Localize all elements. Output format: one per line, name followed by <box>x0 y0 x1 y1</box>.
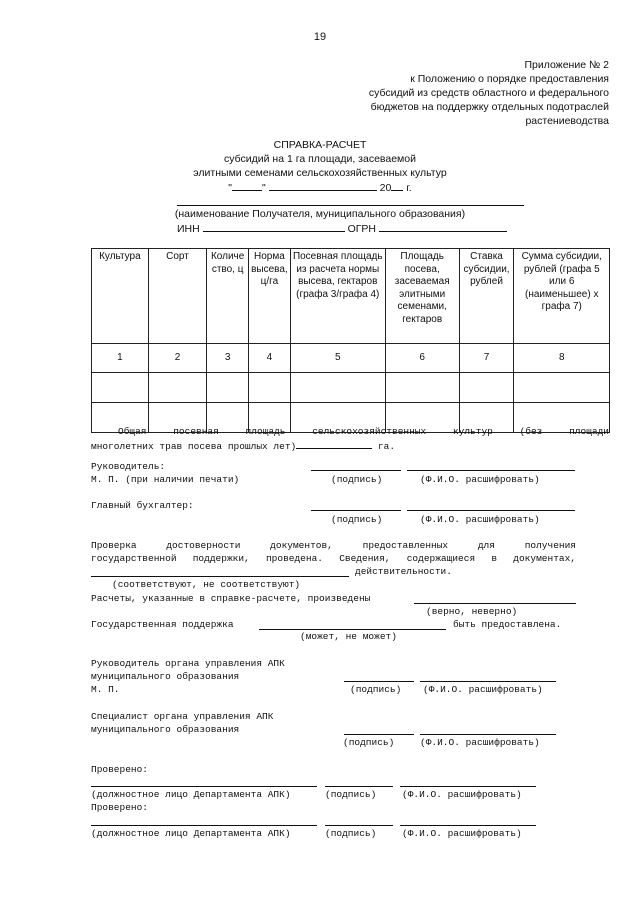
mp-note: М. П. (при наличии печати) <box>91 474 240 485</box>
head-label: Руководитель: <box>91 461 166 472</box>
checked-label: Проверено: <box>91 764 149 775</box>
column-number: 5 <box>290 344 385 373</box>
calc-caption: (верно, неверно) <box>426 606 518 617</box>
support-end: быть предоставлена. <box>453 619 562 630</box>
subsidy-table <box>91 248 610 433</box>
official-caption: (должностное лицо Департамента АПК) <box>91 789 291 800</box>
inn-field[interactable] <box>203 221 345 232</box>
recipient-line[interactable] <box>177 205 524 206</box>
appendix-line: субсидий из средств областного и федерального <box>368 87 609 99</box>
column-header: Сорт <box>148 249 206 344</box>
column-header: Культура <box>92 249 149 344</box>
column-number-row <box>92 344 610 373</box>
table-cell[interactable] <box>207 373 249 403</box>
official-caption: (должностное лицо Департамента АПК) <box>91 828 291 839</box>
official-fio-line[interactable] <box>400 786 536 787</box>
check-caption: (соответствуют, не соответствуют) <box>112 579 301 590</box>
total-area-field[interactable] <box>296 438 372 449</box>
apk-spec-signature-line[interactable] <box>344 734 414 735</box>
signature-caption: (подпись) <box>325 789 377 800</box>
apk-head-signature-line[interactable] <box>344 681 414 682</box>
checked-label: Проверено: <box>91 802 149 813</box>
page-number: 19 <box>313 31 327 43</box>
column-header: Посевная площадь из расчета нормы высева, гектаров (графа 3/графа 4) <box>290 249 385 344</box>
signature-caption: (подпись) <box>331 474 383 485</box>
fio-caption: (Ф.И.О. расшифровать) <box>420 737 540 748</box>
document-subtitle: субсидий на 1 га площади, засеваемой <box>224 153 416 165</box>
apk-head-fio-line[interactable] <box>420 681 556 682</box>
document-subtitle-2: элитными семенами сельскохозяйственных культур <box>193 167 447 179</box>
appendix-line: растениеводства <box>525 115 609 127</box>
table-cell[interactable] <box>92 373 149 403</box>
appendix-header <box>369 58 609 128</box>
column-header: Норма высева, ц/га <box>249 249 291 344</box>
appendix-line: бюджетов на поддержку отдельных подотраслей <box>370 101 609 113</box>
signature-caption: (подпись) <box>325 828 377 839</box>
official-fio-line[interactable] <box>400 825 536 826</box>
inn-label: ИНН <box>177 223 200 235</box>
apk-spec-label-2: муниципального образования <box>91 724 240 735</box>
column-number: 3 <box>207 344 249 373</box>
table-row[interactable] <box>92 373 610 403</box>
chief-accountant-label: Главный бухгалтер: <box>91 500 194 511</box>
inn-ogrn-line <box>177 221 507 235</box>
check-result-line[interactable] <box>91 576 349 577</box>
column-number: 6 <box>385 344 459 373</box>
official-signature-line[interactable] <box>325 786 393 787</box>
accountant-fio-line[interactable] <box>407 510 575 511</box>
signature-caption: (подпись) <box>343 737 395 748</box>
ogrn-field[interactable] <box>379 221 507 232</box>
calc-result-line[interactable] <box>414 603 576 604</box>
appendix-line: Приложение № 2 <box>524 59 609 71</box>
apk-spec-fio-line[interactable] <box>420 734 556 735</box>
accountant-signature-line[interactable] <box>311 510 401 511</box>
official-signature-line[interactable] <box>325 825 393 826</box>
fio-caption: (Ф.И.О. расшифровать) <box>420 514 540 525</box>
column-number: 7 <box>459 344 514 373</box>
fio-caption: (Ф.И.О. расшифровать) <box>402 828 522 839</box>
appendix-line: к Положению о порядке предоставления <box>410 73 609 85</box>
column-number: 4 <box>249 344 291 373</box>
support-caption: (может, не может) <box>300 631 397 642</box>
column-header: Сумма субсидии, рублей (графа 5 или 6 (наименьшее) х графа 7) <box>514 249 610 344</box>
column-header: Ставка субсидии, рублей <box>459 249 514 344</box>
mp-label: М. П. <box>91 684 120 695</box>
column-number: 1 <box>92 344 149 373</box>
apk-spec-label: Специалист органа управления АПК <box>91 711 274 722</box>
recipient-caption: (наименование Получателя, муниципального образования) <box>174 208 466 220</box>
support-text: Государственная поддержка <box>91 619 234 630</box>
table-cell[interactable] <box>249 373 291 403</box>
fio-caption: (Ф.И.О. расшифровать) <box>420 474 540 485</box>
total-area-text-2: многолетних трав посева прошлых лет) га. <box>91 438 395 453</box>
column-number: 8 <box>514 344 610 373</box>
head-fio-line[interactable] <box>407 470 575 471</box>
check-text-2: государственной поддержки, проведена. Сведения, содержащиеся в документах, <box>91 553 576 564</box>
table-cell[interactable] <box>148 373 206 403</box>
total-area-text: Общая посевная площадь сельскохозяйственных культур (без площади <box>118 426 609 437</box>
fio-caption: (Ф.И.О. расшифровать) <box>402 789 522 800</box>
signature-caption: (подпись) <box>331 514 383 525</box>
calc-text: Расчеты, указанные в справке-расчете, произведены <box>91 593 371 604</box>
check-text-1: Проверка достоверности документов, предоставленных для получения <box>91 540 576 551</box>
ogrn-label: ОГРН <box>347 223 377 235</box>
fio-caption: (Ф.И.О. расшифровать) <box>423 684 543 695</box>
date-line: " " 20 г. <box>228 182 412 194</box>
signature-caption: (подпись) <box>350 684 402 695</box>
official-line[interactable] <box>91 786 317 787</box>
table-cell[interactable] <box>514 373 610 403</box>
head-signature-line[interactable] <box>311 470 401 471</box>
table-cell[interactable] <box>290 373 385 403</box>
apk-head-label: Руководитель органа управления АПК <box>91 658 285 669</box>
table-header-row <box>92 249 610 344</box>
column-header: Площадь посева, засеваемая элитными семенами, гектаров <box>385 249 459 344</box>
apk-head-label-2: муниципального образования <box>91 671 240 682</box>
column-number: 2 <box>148 344 206 373</box>
table-cell[interactable] <box>459 373 514 403</box>
document-title: СПРАВКА-РАСЧЕТ <box>273 139 367 151</box>
column-header: Количе ство, ц <box>207 249 249 344</box>
check-text-3: действительности. <box>355 566 452 577</box>
table-cell[interactable] <box>385 373 459 403</box>
official-line[interactable] <box>91 825 317 826</box>
